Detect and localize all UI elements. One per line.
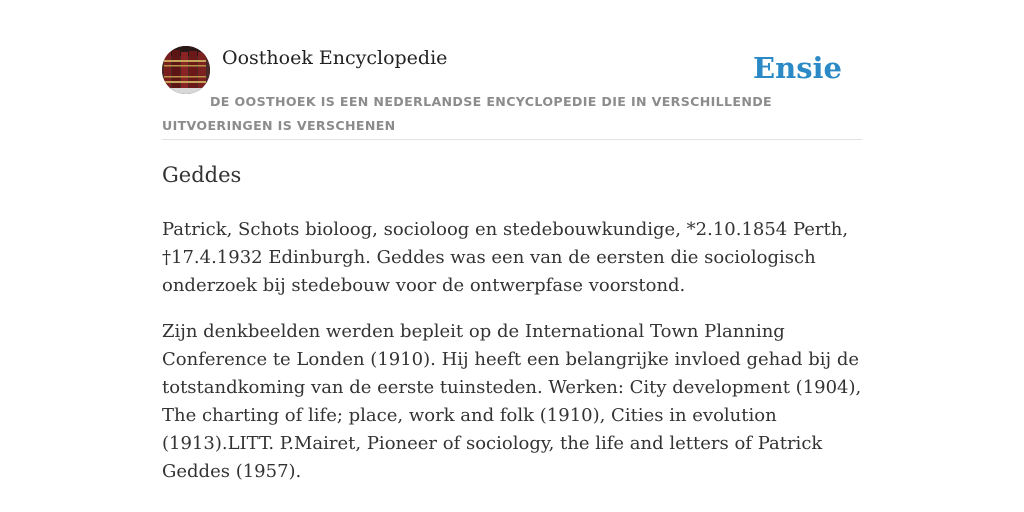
header-divider: [162, 139, 862, 140]
article-title: Geddes: [162, 163, 242, 187]
brand-logo[interactable]: Ensie: [753, 51, 842, 85]
encyclopedia-avatar[interactable]: [162, 46, 210, 94]
book-spines-icon: [162, 46, 210, 94]
source-description: DE OOSTHOEK IS EEN NEDERLANDSE ENCYCLOPEDIE DIE IN VERSCHILLENDE UITVOERINGEN IS VERSCHENEN: [162, 94, 773, 133]
source-name[interactable]: Oosthoek Encyclopedie: [222, 47, 448, 69]
article-body: [162, 216, 872, 504]
article-paragraph: Zijn denkbeelden werden bepleit op de International Town Planning Conference te Londen (1910). Hij heeft een belangrijke invloed gehad bij de totstandkoming van de eerste tuinsteden. Werken: City development (1904), The charting of life; place, work and folk (1910), Cities in evolution (1913).LITT. P.Mairet, Pioneer of sociology, the life and letters of Patrick Geddes (1957).: [162, 321, 862, 482]
source-header: [162, 46, 862, 140]
article-paragraph: Patrick, Schots bioloog, socioloog en stedebouwkundige, *2.10.1854 Perth, †17.4.1932 Edinburgh. Geddes was een van de eersten die sociologisch onderzoek bij stedebouw voor de ontwerpfase voorstond.: [162, 219, 849, 296]
